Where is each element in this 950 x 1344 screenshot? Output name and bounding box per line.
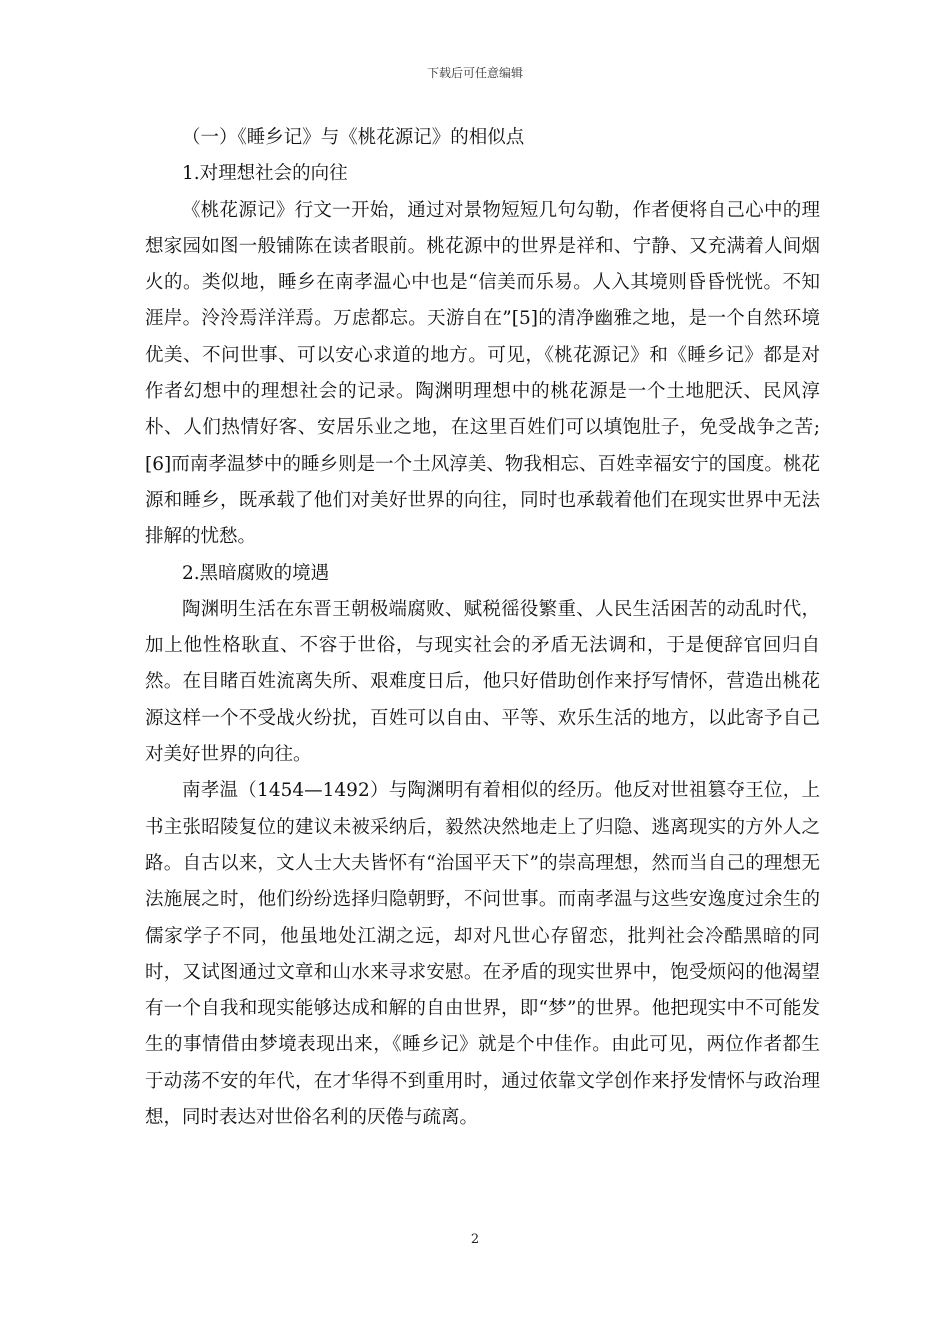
subsection-title-2: 2.黑暗腐败的境遇 xyxy=(182,562,330,584)
section-title: （一）《睡乡记》与《桃花源记》的相似点 xyxy=(182,127,525,148)
subsection-title-1: 1.对理想社会的向往 xyxy=(182,163,348,185)
page-number: 2 xyxy=(470,1232,480,1247)
paragraph-2: 陶渊明生活在东晋王朝极端腐败、赋税徭役繁重、人民生活困苦的动乱时代，加上他性格耿直、不容于世俗，与现实社会的矛盾无法调和，于是便辞官回归自然。在目睹百姓流离失所、艰难度日后，他只好借助创作来抒写情怀，营造出桃花源这样一个不受战火纷扰，百姓可以自由、平等、欢乐生活的地方，以此寄予自己对美好世界的向往。 xyxy=(145,598,820,766)
header-note: 下载后可任意编辑 xyxy=(426,66,523,80)
document-body xyxy=(145,120,820,1136)
paragraph-1: 《桃花源记》行文一开始，通过对景物短短几句勾勒，作者便将自己心中的理想家园如图一般铺陈在读者眼前。桃花源中的世界是祥和、宁静、又充满着人间烟火的。类似地，睡乡在南孝温心中也是“信美而乐易。人入其境则昏昏恍恍。不知涯岸。泠泠焉洋洋焉。万虑都忘。天游自在”[5]的清净幽雅之地，是一个自然环境优美、不问世事、可以安心求道的地方。可见，《桃花源记》和《睡乡记》都是对作者幻想中的理想社会的记录。陶渊明理想中的桃花源是一个土地肥沃、民风淳朴、人们热情好客、安居乐业之地，在这里百姓们可以填饱肚子，免受战争之苦;[6]而南孝温梦中的睡乡则是一个土风淳美、物我相忘、百姓幸福安宁的国度。桃花源和睡乡，既承载了他们对美好世界的向往，同时也承载着他们在现实世界中无法排解的忧愁。 xyxy=(145,199,820,548)
paragraph-3: 南孝温（1454—1492）与陶渊明有着相似的经历。他反对世祖篡夺王位，上书主张昭陵复位的建议未被采纳后，毅然决然地走上了归隐、逃离现实的方外人之路。自古以来，文人士大夫皆怀有“治国平天下”的崇高理想，然而当自己的理想无法施展之时，他们纷纷选择归隐朝野，不问世事。而南孝温与这些安逸度过余生的儒家学子不同，他虽地处江湖之远，却对凡世心存留恋，批判社会冷酷黑暗的同时，又试图通过文章和山水来寻求安慰。在矛盾的现实世界中，饱受烦闷的他渴望有一个自我和现实能够达成和解的自由世界，即“梦”的世界。他把现实中不可能发生的事情借由梦境表现出来，《睡乡记》就是个中佳作。由此可见，两位作者都生于动荡不安的年代，在才华得不到重用时，通过依靠文学创作来抒发情怀与政治理想，同时表达对世俗名利的厌倦与疏离。 xyxy=(145,780,820,1129)
